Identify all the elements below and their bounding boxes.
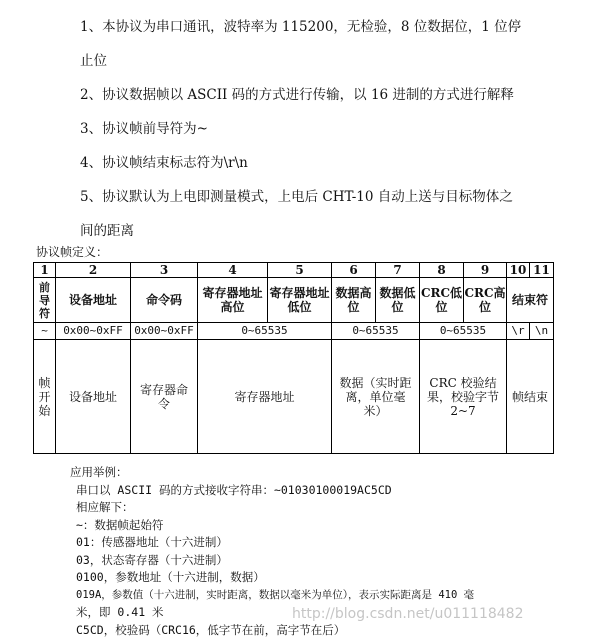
table-row-numbers — [34, 263, 554, 278]
col-range: \n — [530, 323, 554, 340]
col-number: 3 — [131, 263, 198, 278]
col-desc: CRC 校验结果，校验字节 2~7 — [420, 340, 507, 454]
col-number: 2 — [56, 263, 131, 278]
col-number: 5 — [268, 263, 332, 278]
col-name: CRC低位 — [420, 278, 464, 323]
col-number: 8 — [420, 263, 464, 278]
col-range: ~ — [34, 323, 56, 340]
col-number: 10 — [507, 263, 530, 278]
table-row-ranges — [34, 323, 554, 340]
table-row-names — [34, 278, 554, 323]
example-title: 应用举例： — [70, 465, 128, 479]
table-row-descriptions — [34, 340, 554, 454]
col-name: 前导符 — [34, 278, 56, 323]
col-range: 0~65535 — [420, 323, 507, 340]
col-name: 命令码 — [131, 278, 198, 323]
para-5a: 5、协议默认为上电即测量模式，上电后 CHT-10 自动上送与目标物体之 — [80, 189, 513, 205]
col-number: 7 — [376, 263, 420, 278]
example-line: 0100，参数地址（十六进制，数据） — [76, 570, 265, 584]
col-desc: 寄存器命令 — [131, 340, 198, 454]
col-name: 数据低位 — [376, 278, 420, 323]
col-desc: 寄存器地址 — [198, 340, 332, 454]
col-range: \r — [507, 323, 530, 340]
col-number: 11 — [530, 263, 554, 278]
example-line: 相应解下： — [76, 500, 134, 514]
para-5b: 间的距离 — [80, 223, 134, 239]
example-line: 03，状态寄存器（十六进制） — [76, 552, 228, 567]
col-range: 0~65535 — [332, 323, 420, 340]
col-range: 0x00~0xFF — [131, 323, 198, 340]
para-1b: 止位 — [80, 53, 107, 69]
col-number: 6 — [332, 263, 376, 278]
col-number: 4 — [198, 263, 268, 278]
example-line: 01：传感器地址（十六进制） — [76, 535, 228, 549]
example-line: C5CD，校验码（CRC16，低字节在前，高字节在后） — [76, 622, 346, 637]
col-name: 寄存器地址高位 — [198, 278, 268, 323]
example-line: 串口以 ASCII 码的方式接收字符串：~01030100019AC5CD — [76, 482, 392, 497]
example-line: 019A，参数值（十六进制，实时距离，数据以毫米为单位），表示实际距离是 410 毫 — [76, 588, 475, 601]
para-3: 3、协议帧前导符为~ — [80, 121, 208, 137]
col-range: 0x00~0xFF — [56, 323, 131, 340]
col-desc: 设备地址 — [56, 340, 131, 454]
protocol-frame-table — [33, 262, 554, 454]
watermark: http://blog.csdn.net/u011118482 — [292, 606, 524, 622]
para-2: 2、协议数据帧以 ASCII 码的方式进行传输，以 16 进制的方式进行解释 — [80, 87, 514, 103]
col-name: CRC高位 — [464, 278, 507, 323]
para-1a: 1、本协议为串口通讯，波特率为 115200，无检验，8 位数据位，1 位停 — [80, 19, 522, 35]
col-desc: 帧开始 — [34, 340, 56, 454]
col-desc: 数据（实时距离，单位毫米） — [332, 340, 420, 454]
para-4: 4、协议帧结束标志符为\r\n — [80, 155, 248, 171]
col-name: 设备地址 — [56, 278, 131, 323]
col-desc: 帧结束 — [507, 340, 554, 454]
col-range: 0~65535 — [198, 323, 332, 340]
col-number: 9 — [464, 263, 507, 278]
example-line: ~：数据帧起始符 — [76, 517, 164, 532]
col-number: 1 — [34, 263, 56, 278]
col-name: 寄存器地址低位 — [268, 278, 332, 323]
col-name: 数据高位 — [332, 278, 376, 323]
col-name: 结束符 — [507, 278, 554, 323]
example-line: 米，即 0.41 米 — [76, 605, 164, 619]
table-title: 协议帧定义： — [36, 245, 109, 259]
